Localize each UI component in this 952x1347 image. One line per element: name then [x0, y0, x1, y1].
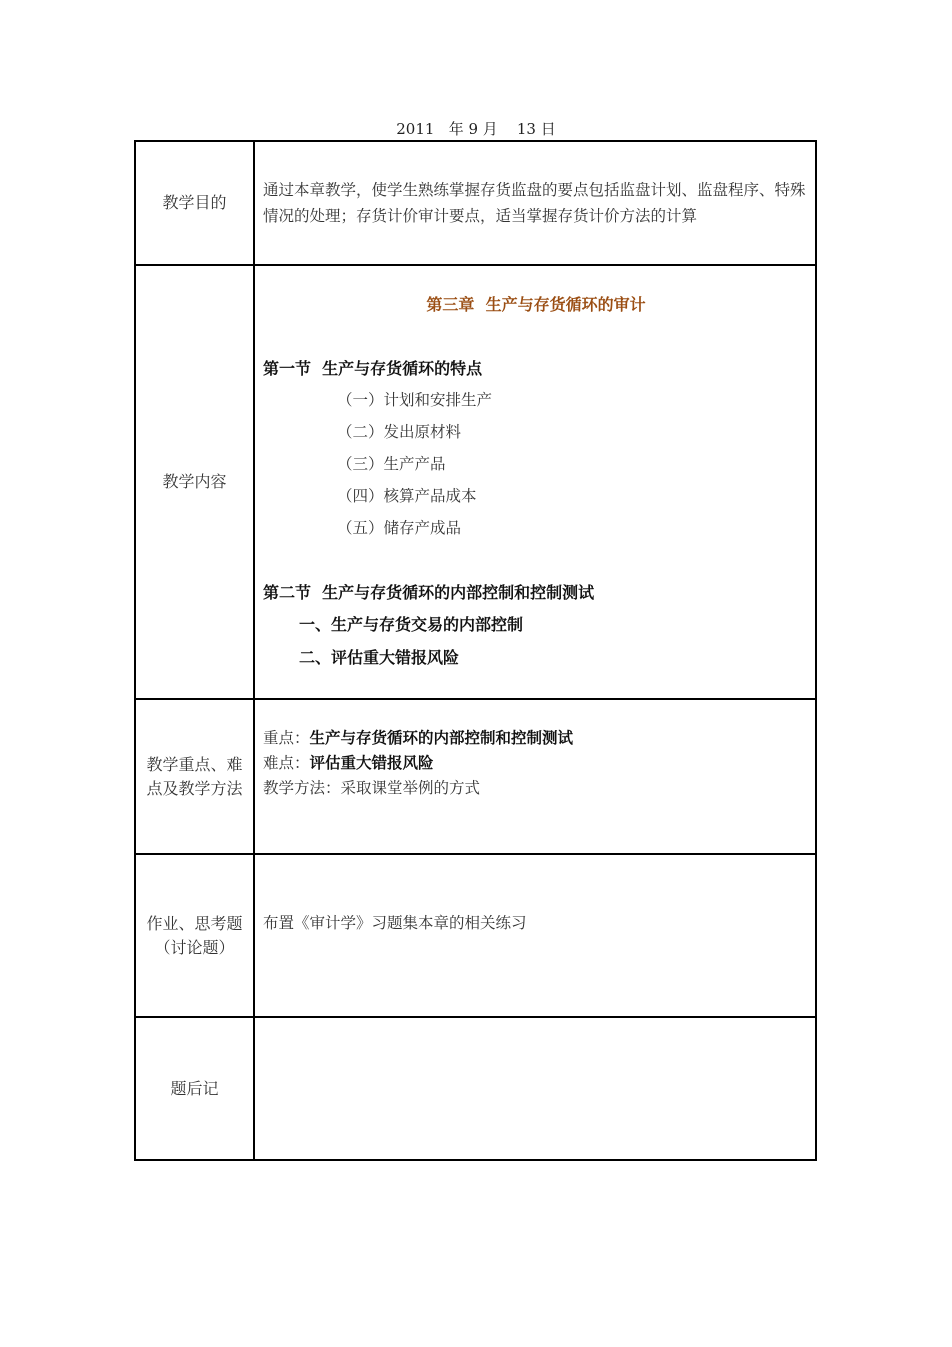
notes-cell: [254, 1017, 816, 1160]
homework-cell: [254, 854, 816, 1017]
row-post-notes: [135, 1017, 816, 1160]
lesson-plan-table: [134, 140, 817, 1161]
label-cell-notes: [135, 1017, 254, 1160]
homework-body: [263, 855, 809, 1016]
notes-label: 题后记: [170, 1078, 219, 1098]
row-homework: [135, 854, 816, 1017]
label-cell-purpose: [135, 141, 254, 265]
content-label: 教学内容: [162, 472, 227, 491]
focus-line: [263, 726, 573, 750]
label-cell-content: [135, 265, 254, 699]
section1-item: （五）储存产成品: [337, 519, 462, 537]
homework-text: 布置《审计学》习题集本章的相关练习: [263, 914, 527, 932]
section1-item: （三）生产产品: [337, 455, 446, 473]
row-key-points: [135, 699, 816, 854]
focus-prefix: 重点：: [263, 729, 310, 747]
section1-item: （一）计划和安排生产: [337, 391, 493, 409]
difficulty-prefix: 难点：: [263, 754, 310, 772]
content-cell: [254, 265, 816, 699]
homework-label: 作业、思考题（讨论题）: [146, 913, 243, 957]
difficulty-line: [263, 751, 434, 775]
date-line: 2011 年 9 月 13 日: [396, 120, 556, 138]
purpose-label: 教学目的: [162, 193, 227, 212]
section1-item: （二）发出原材料: [337, 423, 462, 441]
purpose-cell: [254, 141, 816, 265]
focus-value: 生产与存货循环的内部控制和控制测试: [309, 729, 574, 747]
chapter-title: 第三章 生产与存货循环的审计: [426, 295, 646, 314]
label-cell-homework: [135, 854, 254, 1017]
section1-item: （四）核算产品成本: [337, 487, 477, 505]
keypoints-cell: [254, 699, 816, 854]
label-cell-keypoints: [135, 699, 254, 854]
content-body: [263, 266, 809, 698]
keypoints-body: [263, 700, 809, 853]
difficulty-value: 评估重大错报风险: [309, 754, 434, 772]
keypoints-label: 教学重点、难点及教学方法: [146, 754, 243, 798]
row-teaching-content: [135, 265, 816, 699]
section2-item: 一、生产与存货交易的内部控制: [299, 615, 524, 634]
method-line: 教学方法：采取课堂举例的方式: [263, 779, 481, 797]
section2-item: 二、评估重大错报风险: [299, 648, 460, 667]
section-title-1: 第一节 生产与存货循环的特点: [263, 359, 483, 378]
section-title-2: 第二节 生产与存货循环的内部控制和控制测试: [263, 583, 595, 602]
purpose-text: 通过本章教学，使学生熟练掌握存货监盘的要点包括监盘计划、监盘程序、特殊情况的处理；存货计价审计要点，适当掌握存货计价方法的计算: [263, 181, 806, 225]
row-teaching-purpose: [135, 141, 816, 265]
